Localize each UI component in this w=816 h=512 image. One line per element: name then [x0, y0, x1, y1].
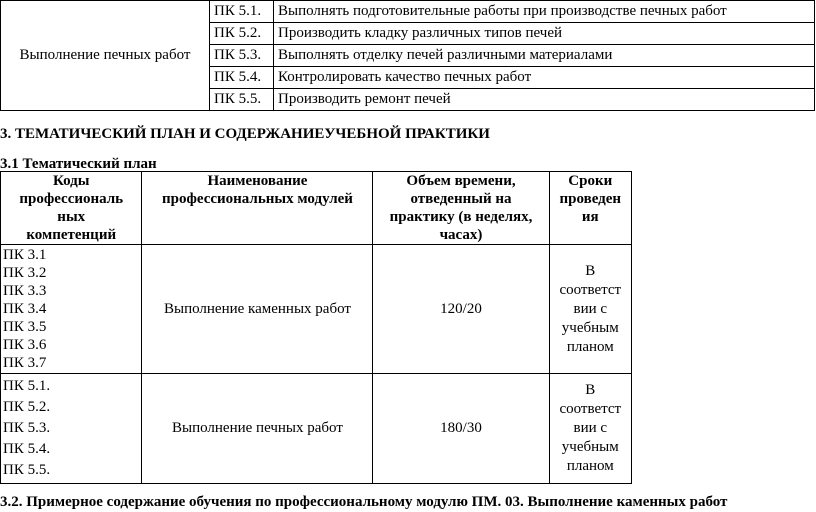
row-terms: В соответст вии с учебным планом [549, 374, 631, 484]
competencies-table [0, 0, 815, 111]
table-row [1, 245, 632, 374]
competency-code: ПК 5.4. [210, 67, 274, 89]
competency-code: ПК 5.2. [210, 23, 274, 45]
row-module: Выполнение печных работ [142, 374, 373, 484]
competency-text: Производить кладку различных типов печей [274, 23, 815, 45]
header-codes: Коды профессиональ ных компетенций [1, 172, 142, 245]
header-module-names: Наименование профессиональных модулей [142, 172, 373, 245]
competency-text: Выполнять отделку печей различными материалами [274, 45, 815, 67]
row-codes: ПК 5.1. ПК 5.2. ПК 5.3. ПК 5.4. ПК 5.5. [1, 374, 142, 484]
competency-code: ПК 5.5. [210, 89, 274, 111]
section-3-2-heading: 3.2. Примерное содержание обучения по профессиональному модулю ПМ. 03. Выполнение каменных работ [0, 494, 728, 510]
competency-code: ПК 5.3. [210, 45, 274, 67]
competency-text: Контролировать качество печных работ [274, 67, 815, 89]
header-volume: Объем времени, отведенный на практику (в неделях, часах) [373, 172, 549, 245]
competency-text: Выполнять подготовительные работы при производстве печных работ [274, 1, 815, 23]
row-volume: 180/30 [373, 374, 549, 484]
row-module: Выполнение каменных работ [142, 245, 373, 374]
competency-code: ПК 5.1. [210, 1, 274, 23]
module-label: Выполнение печных работ [1, 1, 210, 111]
row-codes: ПК 3.1 ПК 3.2 ПК 3.3 ПК 3.4 ПК 3.5 ПК 3.6 ПК 3.7 [1, 245, 142, 374]
table-header-row [1, 172, 632, 245]
table-row [1, 374, 632, 484]
thematic-plan-table [0, 171, 632, 484]
header-terms: Сроки проведен ия [549, 172, 631, 245]
competency-text: Производить ремонт печей [274, 89, 815, 111]
row-volume: 120/20 [373, 245, 549, 374]
section-3-1-heading: 3.1 Тематический план [0, 156, 157, 172]
section-3-heading: 3. ТЕМАТИЧЕСКИЙ ПЛАН И СОДЕРЖАНИЕУЧЕБНОЙ ПРАКТИКИ [0, 126, 490, 142]
row-terms: В соответст вии с учебным планом [549, 245, 631, 374]
